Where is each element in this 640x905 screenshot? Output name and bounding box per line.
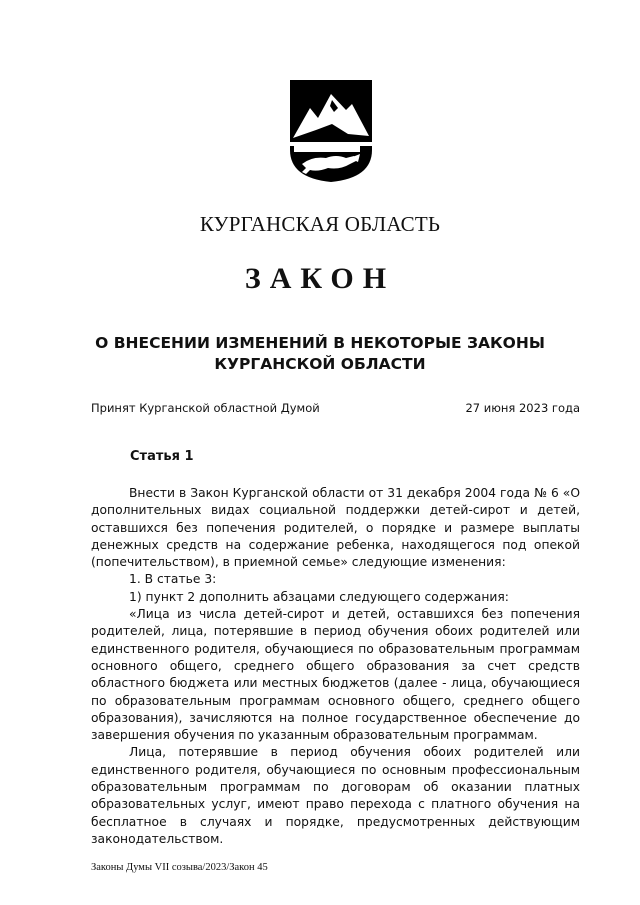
article-paragraph: Внести в Закон Курганской области от 31 декабря 2004 года № 6 «О дополнительных видах социальной поддержки детей-сирот и детей, оставшихся без попечения родителей, о порядке и размере выплаты денежных средств на содержание ребенка, находящегося под опекой (попечительством), в приемной семье» следующие изменения: bbox=[91, 486, 580, 570]
law-title-line: КУРГАНСКОЙ ОБЛАСТИ bbox=[214, 355, 426, 373]
adoption-date: 27 июня 2023 года bbox=[465, 401, 580, 415]
law-title bbox=[60, 333, 580, 375]
article-paragraph: Лица, потерявшие в период обучения обоих родителей или единственного родителя, обучающиеся по основным профессиональным образовательным программам по договорам об оказании платных образовательных услуг, имеют право перехода с платного обучения на бесплатное в случаях и порядке, предусмотренных действующим законодательством. bbox=[91, 745, 580, 846]
adoption-line bbox=[91, 401, 580, 415]
article-body bbox=[91, 485, 580, 848]
document-type: ЗАКОН bbox=[244, 262, 396, 295]
article-paragraph: 1) пункт 2 дополнить абзацами следующего содержания: bbox=[129, 589, 509, 604]
article-heading: Статья 1 bbox=[130, 449, 194, 464]
article-paragraph: «Лица из числа детей-сирот и детей, оставшихся без попечения родителей, лица, потерявшие в период обучения обоих родителей или единственного родителя, обучающиеся по образовательным программам основного общего, среднего общего образования за счет средств областного бюджета или местных бюджетов (далее - лица, обучающиеся по образовательным программам основного общего, среднего общего образования), зачисляются на полное государственное обеспечение до завершения обучения по указанным образовательным программам. bbox=[91, 607, 580, 743]
coat-of-arms-icon bbox=[288, 78, 374, 184]
law-title-line: О ВНЕСЕНИИ ИЗМЕНЕНИЙ В НЕКОТОРЫЕ ЗАКОНЫ bbox=[95, 334, 545, 352]
page-footer: Законы Думы VII созыва/2023/Закон 45 bbox=[91, 862, 268, 873]
region-name: КУРГАНСКАЯ ОБЛАСТЬ bbox=[199, 212, 441, 236]
article-paragraph: 1. В статье 3: bbox=[129, 572, 217, 587]
adopted-by: Принят Курганской областной Думой bbox=[91, 401, 320, 415]
